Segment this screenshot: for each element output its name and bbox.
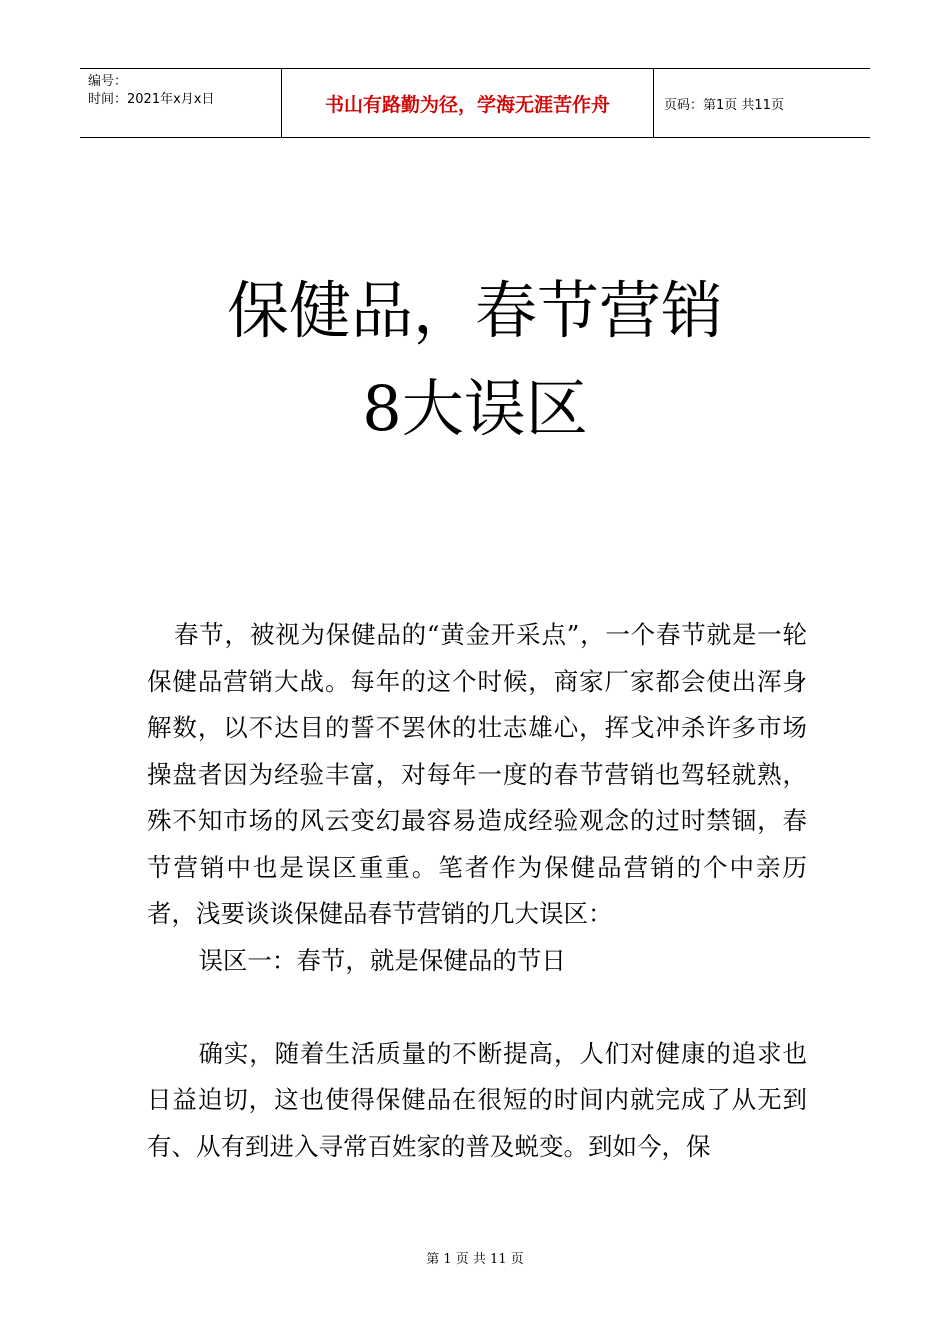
document-title-line-1: 保健品，春节营销 xyxy=(226,274,723,347)
header-meta-cell xyxy=(80,69,282,137)
document-body xyxy=(147,612,807,1170)
body-paragraph-myth-1: 确实，随着生活质量的不断提高，人们对健康的追求也日益迫切，这也使得保健品在很短的时间内就完成了从无到有、从有到进入寻常百姓家的普及蜕变。到如今，保 xyxy=(147,1038,807,1161)
document-number-label: 编号： xyxy=(88,74,128,89)
page-footer: 第 1 页 共 11 页 xyxy=(426,1252,524,1267)
body-paragraph-intro: 春节，被视为保健品的“黄金开采点”，一个春节就是一轮保健品营销大战。每年的这个时候，商家厂家都会使出浑身解数，以不达目的誓不罢休的壮志雄心，挥戈冲杀许多市场操盘者因为经验丰富，对每年一度的春节营销也驾轻就熟，殊不知市场的风云变幻最容易造成经验观念的过时禁锢，春节营销中也是误区重重。笔者作为保健品营销的个中亲历者，浅要谈谈保健品春节营销的几大误区： xyxy=(147,620,807,928)
header-motto: 书山有路勤为径，学海无涯苦作舟 xyxy=(282,69,654,137)
section-heading-myth-1: 误区一：春节，就是保健品的节日 xyxy=(198,945,566,975)
document-header xyxy=(80,68,870,138)
header-page-info: 页码：第1页 共11页 xyxy=(664,97,784,113)
document-time-label: 时间：2021年x月x日 xyxy=(88,92,215,107)
document-title-line-2: 8大误区 xyxy=(362,372,588,445)
paragraph-spacer xyxy=(147,984,807,1031)
